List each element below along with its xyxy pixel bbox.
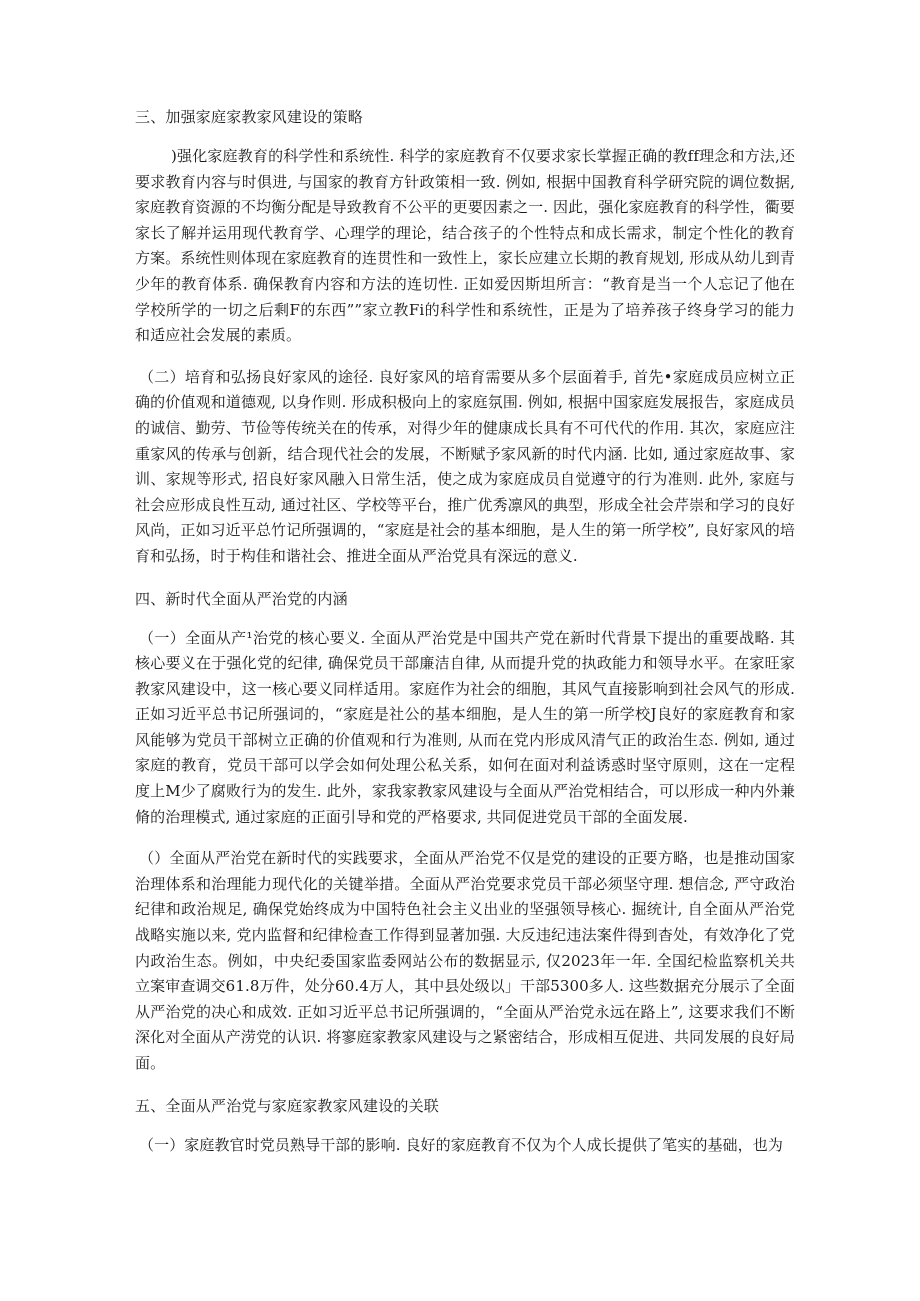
section-heading-relationship: 五、全面从严治党与家庭家教家风建设的关联: [135, 1096, 440, 1115]
paragraph-core-meaning: （一）全面从产¹治党的核心要义. 全面从严治党是中国共产党在新时代背景下提出的重要战略. 其核心要义在于强化党的纪律, 确保党员干部廉洁自律, 从而提升党的执政能力和领导水平。在家旺家教家风建设中，这一核心要义同样适用。家庭作为社会的细胞，其风气直接影响到社会风气的形成. 正如习近平总书记所强词的，“家庭是社公的基本细胞，是人生的第一所学校J良好的家庭教育和家风能够为党员干部树立正确的价值观和行为准则, 从而在党内形成风清气正的政治生态. 例如, 通过家庭的教育，党员干部可以学会如何处理公私关系，如何在面对利益诱惑时坚守原则，这在一定程度上M少了腐败行为的发生. 此外，家我家教家风建设与全面从严治党相结合，可以形成一种内外兼脩的治理模式, 通过家庭的正面引导和党的严格要求, 共同促进党员干部的全面发展.: [135, 628, 795, 826]
paragraph-scientific-education: )强化家庭教育的科学性和系统性. 科学的家庭教育不仅要求家长掌握正确的教ff理念和方法,还要求教育内容与时俱进, 与国家的教育方针政策相一致. 例如, 根据中国教育科学研究院的调位数据, 家庭教育资源的不均衡分配是导致教育不公平的更要因素之一. 因此，强化家庭教育的科学性，衢要家长了解并运用现代教育学、心理学的理论，结合孩子的个性特点和成长需求，制定个性化的教育方案。系统性则体现在家庭教育的连贯性和一致性上，家长应建立长期的教育规划, 形成从幼儿到青少年的教育体系. 确保教育内容和方法的连切性. 正如爱因斯坦所言：“教育是当一个人忘记了他在学校所学的一切之后剩F的东西””家立教Fi的科学性和系统性，正是为了培养孩子终身学习的能力和适应社会发展的素质。: [135, 147, 795, 345]
section-heading-strategies: 三、加强家庭家教家风建设的策略: [135, 108, 364, 126]
section-heading-party-discipline: 四、新时代全面从严治党的内涵: [135, 589, 348, 608]
paragraph-practice-requirements: （）全面从严治党在新时代的实践要求，全面从严治党不仅是党的建设的正要方略，也是推动国家治理体系和治理能力现代化的关键举措。全面从严治党要求党员干部必须坚守理. 想信念, 严守政治纪律和政治规足, 确保党始终成为中国特色社会主义出业的坚强领导核心. 掘统计, 自全面从严治党战略实施以来, 党内监督和纪律检查工作得到显著加强. 大反违纪违法案件得到杳处，有效净化了党内政治生态。例如，中央纪委国家监委网站公布的数据显示, 仅2023年一年. 全国纪检监察机关共立案审查调交61.8万件，处分60.4万人，其中县处级以」干部5300多人. 这些数据充分展示了全面从严治党的决心和成效. 正如习近平总书记所强调的，“全面从严治党永远在路上”, 这要求我们不断深化对全面从产涝党的认识. 将寥庭家教家风建设与之紧密结合，形成相互促进、共同发展的良好局面。: [135, 849, 795, 1072]
paragraph-family-education-influence: （一）家庭教官时党员熟导干部的影响. 良好的家庭教育不仅为个人成长提供了笔实的基础，也为: [139, 1135, 783, 1154]
document-body: [135, 104, 795, 1174]
paragraph-family-tradition: （二）培育和弘扬良好家风的途径. 良好家风的培育需要从多个层面着手, 首先•家庭成员应树立正确的价值观和道德观, 以身作则. 形成积极向上的家庭氛围. 例如, 根据中国家庭发展报告，家庭成员的诚信、勤劳、节俭等传统关在的传承，对得少年的健康成长具有不可代代的作用. 其次，家庭应注重家风的传承与创新，结合现代社会的发展，不断赋予家风新的时代内涵. 比如, 通过家庭故事、家训、家规等形式, 招良好家风融入日常生活，使之成为家庭成员自觉遵守的行为准则. 此外, 家庭与社会应形成良性互动, 通过社区、学校等平台，推广优秀凛风的典型，形成全社会芹崇和学习的良好风尚，正如习近平总竹记所强调的，“家庭是社会的基本细胞，是人生的第一所学校”, 良好家风的培育和弘扬，时于构佳和谐社会、推进全面从严治党具有深远的意义.: [135, 367, 795, 565]
